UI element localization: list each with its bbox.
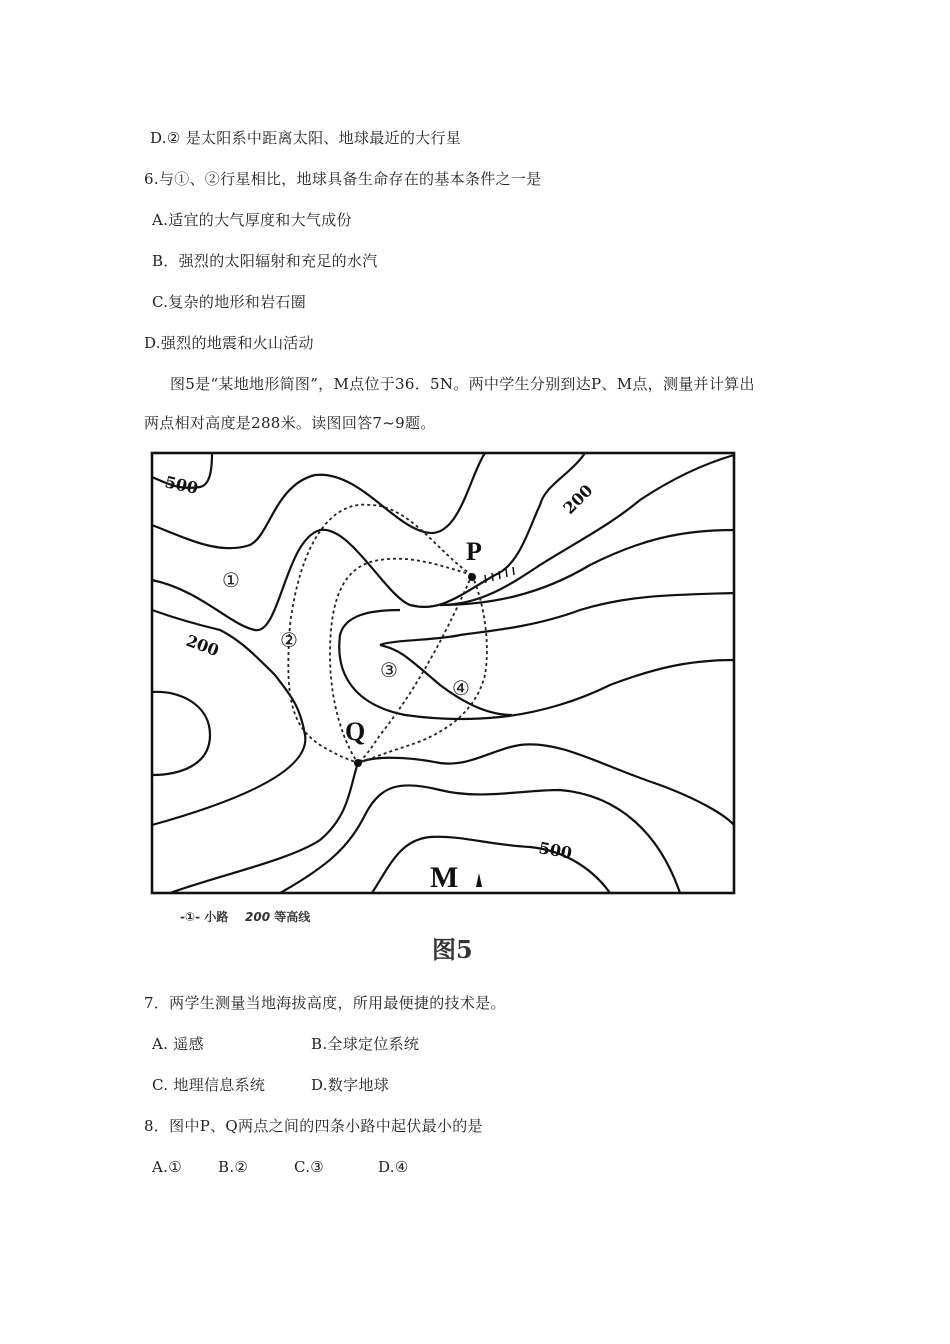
- legend-path-text: 小路: [204, 910, 229, 924]
- q8-option-a: A.①: [152, 1158, 182, 1176]
- point-q-marker: [354, 759, 362, 767]
- map-legend: [180, 908, 310, 925]
- legend-contour-symbol: 200: [245, 910, 271, 924]
- q7-option-c: C. 地理信息系统: [152, 1076, 266, 1094]
- path-label-4: ④: [452, 676, 470, 700]
- contour-label-500-bottom: 500: [537, 838, 574, 863]
- q6-option-d: D.强烈的地震和火山活动: [144, 334, 314, 352]
- q6-stem: 6.与①、②行星相比，地球具备生命存在的基本条件之一是: [144, 170, 542, 188]
- legend-path-symbol: -①-: [180, 910, 201, 924]
- path-label-3: ③: [380, 658, 398, 682]
- point-p-label: P: [466, 537, 482, 566]
- intro-line-2: 两点相对高度是288米。读图回答7~9题。: [144, 414, 436, 432]
- point-p-marker: [468, 573, 476, 581]
- figure-caption: 图5: [432, 935, 473, 964]
- legend-contour-text: 等高线: [274, 910, 311, 924]
- q7-stem: 7．两学生测量当地海拔高度，所用最便捷的技术是。: [144, 994, 506, 1012]
- intro-line-1: 图5是“某地地形简图”，M点位于36．5N。两中学生分别到达P、M点，测量并计算出: [170, 375, 755, 393]
- cliff-marks: [485, 567, 514, 583]
- q8-option-d: D.④: [378, 1158, 409, 1176]
- q6-option-a: A.适宜的大气厚度和大气成份: [152, 211, 352, 229]
- point-q-label: Q: [345, 717, 366, 746]
- topographic-map-figure: [140, 445, 740, 905]
- contour-label-500-top: 500: [163, 472, 200, 498]
- peak-triangle-icon: [476, 873, 482, 887]
- q5-option-d: D.② 是太阳系中距离太阳、地球最近的大行星: [150, 129, 462, 147]
- path-label-1: ①: [222, 568, 240, 592]
- contour-label-200-right: 200: [559, 480, 597, 518]
- q7-option-b: B.全球定位系统: [311, 1035, 420, 1053]
- contour-map: [140, 445, 740, 905]
- q8-stem: 8．图中P、Q两点之间的四条小路中起伏最小的是: [144, 1117, 483, 1135]
- path-label-2: ②: [280, 628, 298, 652]
- q7-option-d: D.数字地球: [311, 1076, 390, 1094]
- q8-option-b: B.②: [218, 1158, 249, 1176]
- point-m-label: M: [430, 861, 459, 894]
- q6-option-c: C.复杂的地形和岩石圈: [152, 293, 307, 311]
- q8-option-c: C.③: [294, 1158, 325, 1176]
- contour-label-200-left: 200: [183, 630, 222, 661]
- q7-option-a: A. 遥感: [152, 1035, 204, 1053]
- q6-option-b: B．强烈的太阳辐射和充足的水汽: [152, 252, 378, 270]
